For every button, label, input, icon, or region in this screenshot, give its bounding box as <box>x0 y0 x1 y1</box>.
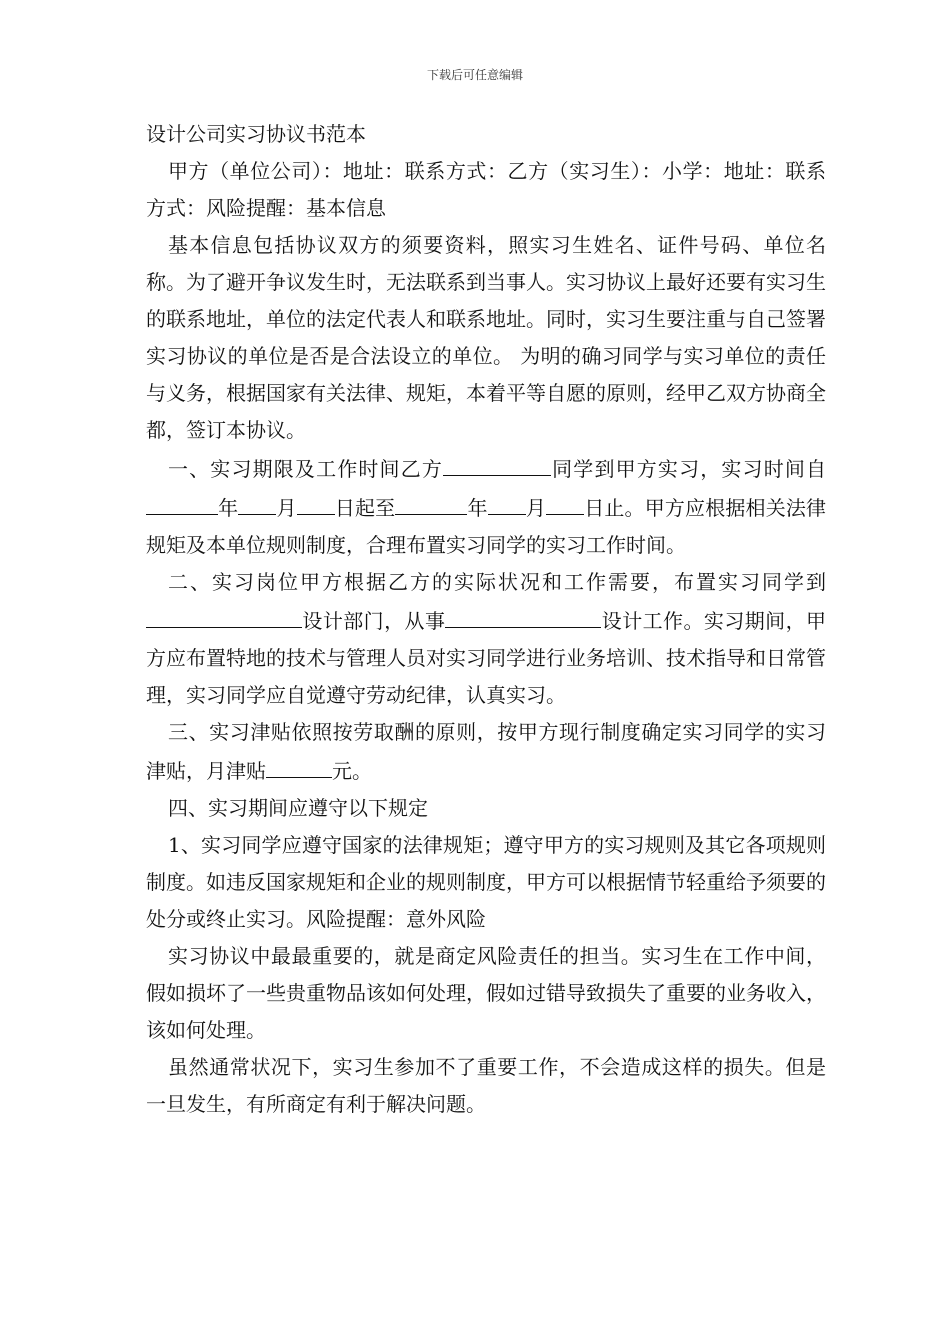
work-type-blank <box>445 601 601 628</box>
section-2-text-c: 设计工作。实习期间，甲方应布置特地的技术与管理人员对实习同学进行业务培训、技术指导和日常管理，实习同学应自觉遵守劳动纪律，认真实习。 <box>146 609 827 707</box>
start-month-blank <box>238 488 276 515</box>
section-1-period <box>146 449 826 564</box>
document-title: 设计公司实习协议书范本 <box>146 122 366 146</box>
section-3-text-b: 元。 <box>332 759 372 783</box>
document-body <box>146 116 826 1123</box>
department-blank <box>146 601 302 628</box>
party-info-paragraph: 甲方（单位公司）：地址：联系方式：乙方（实习生）：小学：地址：联系方式：风险提醒：基本信息 <box>146 159 826 220</box>
closing-paragraph: 虽然通常状况下，实习生参加不了重要工作，不会造成这样的损失。但是一旦发生，有所商定有利于解决问题。 <box>146 1055 826 1116</box>
end-year-blank <box>395 488 467 515</box>
section-2-position <box>146 564 826 714</box>
section-1-text-c: 甲方应根据相关法律规矩及本单位规则制度，合理布置实习同学的实习工作时间。 <box>146 496 827 557</box>
risk-paragraph: 实习协议中最最重要的，就是商定风险责任的担当。实习生在工作中间，假如损坏了一些贵重物品该如何处理，假如过错导致损失了重要的业务收入，该如何处理。 <box>146 944 826 1042</box>
month-label-2: 月 <box>525 496 547 520</box>
month-label: 月 <box>276 496 297 520</box>
day-to-label: 日止。 <box>584 496 645 520</box>
start-year-blank <box>146 488 218 515</box>
start-day-blank <box>297 488 335 515</box>
end-month-blank <box>488 488 526 515</box>
section-4-heading: 四、实习期间应遵守以下规定 <box>168 796 428 820</box>
section-1-text-b: 同学到甲方实习，实习时间自 <box>551 457 826 481</box>
section-3-text-a: 三、实习津贴依照按劳取酬的原则，按甲方现行制度确定实习同学的实习津贴，月津贴 <box>146 720 826 783</box>
section-3-allowance <box>146 714 826 790</box>
student-name-blank <box>443 449 551 476</box>
basic-info-paragraph: 基本信息包括协议双方的须要资料，照实习生姓名、证件号码、单位名称。为了避开争议发生时，无法联系到当事人。实习协议上最好还要有实习生的联系地址，单位的法定代表人和联系地址。同时，实习生要注重与自己签署实习协议的单位是否是合法设立的单位。 为明的确习同学与实习单位的责任与义务，根据国家有关法律、规矩，本着平等自愿的原则，经甲乙双方协商全都，签订本协议。 <box>146 233 826 442</box>
section-4-item-1: 1、实习同学应遵守国家的法律规矩；遵守甲方的实习规则及其它各项规则制度。如违反国家规矩和企业的规则制度，甲方可以根据情节轻重给予须要的处分或终止实习。风险提醒：意外风险 <box>146 833 826 931</box>
header-note: 下载后可任意编辑 <box>426 68 523 82</box>
allowance-blank <box>266 751 332 778</box>
section-2-text-b: 设计部门，从事 <box>302 609 446 633</box>
day-from-label: 日起至 <box>334 496 396 520</box>
end-day-blank <box>546 488 584 515</box>
year-label-2: 年 <box>467 496 488 520</box>
year-label: 年 <box>218 496 239 520</box>
section-2-text-a: 二、实习岗位甲方根据乙方的实际状况和工作需要，布置实习同学到 <box>168 570 826 594</box>
section-1-text-a: 一、实习期限及工作时间乙方 <box>168 457 443 481</box>
